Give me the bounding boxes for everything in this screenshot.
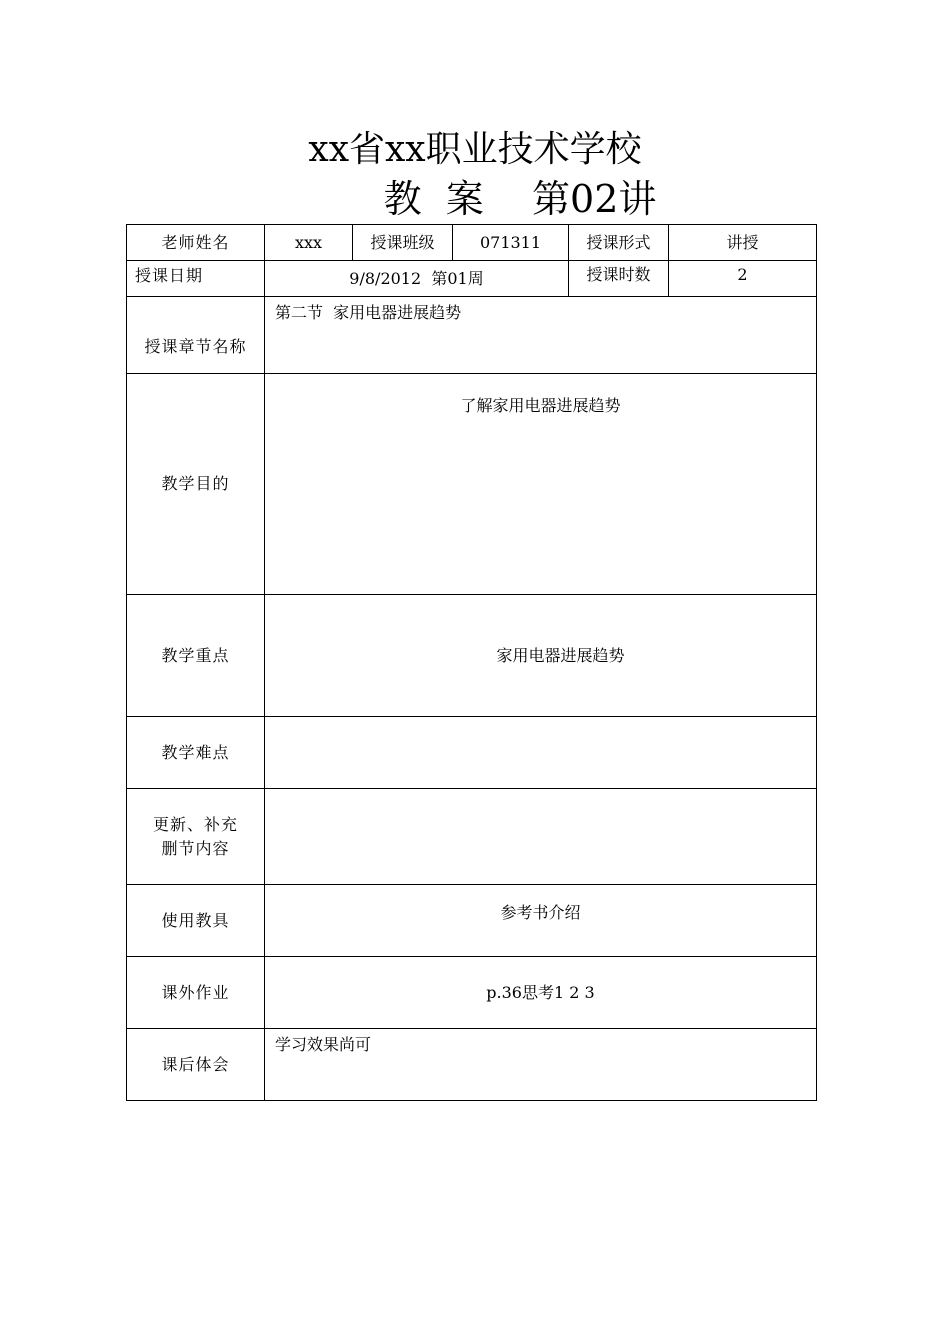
- hours-value: 2: [669, 261, 817, 297]
- tools-label: 使用教具: [127, 885, 265, 957]
- objective-value: 了解家用电器进展趋势: [265, 374, 817, 595]
- objective-label: 教学目的: [127, 374, 265, 595]
- keypoint-value: 家用电器进展趋势: [265, 595, 817, 717]
- update-row: [127, 789, 817, 885]
- school-title: xx省xx职业技术学校: [308, 129, 642, 170]
- lesson-title: 教 案 第02讲: [383, 177, 657, 221]
- date-value: 9/8/2012 第01周: [265, 261, 569, 297]
- tools-value: 参考书介绍: [265, 885, 817, 957]
- class-value: 071311: [453, 225, 569, 261]
- keypoint-row: [127, 595, 817, 717]
- difficulty-value: [265, 717, 817, 789]
- lesson-plan-table: [126, 224, 817, 1101]
- difficulty-row: [127, 717, 817, 789]
- date-label: 授课日期: [127, 261, 265, 297]
- homework-row: [127, 957, 817, 1029]
- keypoint-label: 教学重点: [127, 595, 265, 717]
- info-row-1: [127, 225, 817, 261]
- homework-label: 课外作业: [127, 957, 265, 1029]
- update-label-line2: 删节内容: [161, 838, 230, 858]
- reflection-row: [127, 1029, 817, 1101]
- tools-row: [127, 885, 817, 957]
- chapter-row: [127, 297, 817, 374]
- difficulty-label: 教学难点: [127, 717, 265, 789]
- reflection-value: 学习效果尚可: [265, 1029, 817, 1101]
- update-label: [127, 789, 265, 885]
- reflection-label: 课后体会: [127, 1029, 265, 1101]
- teacher-label: 老师姓名: [127, 225, 265, 261]
- objective-row: [127, 374, 817, 595]
- update-label-line1: 更新、补充: [152, 814, 238, 834]
- update-value: [265, 789, 817, 885]
- hours-label: 授课时数: [569, 261, 669, 297]
- teacher-value: xxx: [265, 225, 353, 261]
- form-value: 讲授: [669, 225, 817, 261]
- class-label: 授课班级: [353, 225, 453, 261]
- chapter-value: 第二节 家用电器进展趋势: [265, 297, 817, 374]
- info-row-2: [127, 261, 817, 297]
- form-label: 授课形式: [569, 225, 669, 261]
- homework-value: p.36思考1 2 3: [265, 957, 817, 1029]
- chapter-label: 授课章节名称: [127, 297, 265, 374]
